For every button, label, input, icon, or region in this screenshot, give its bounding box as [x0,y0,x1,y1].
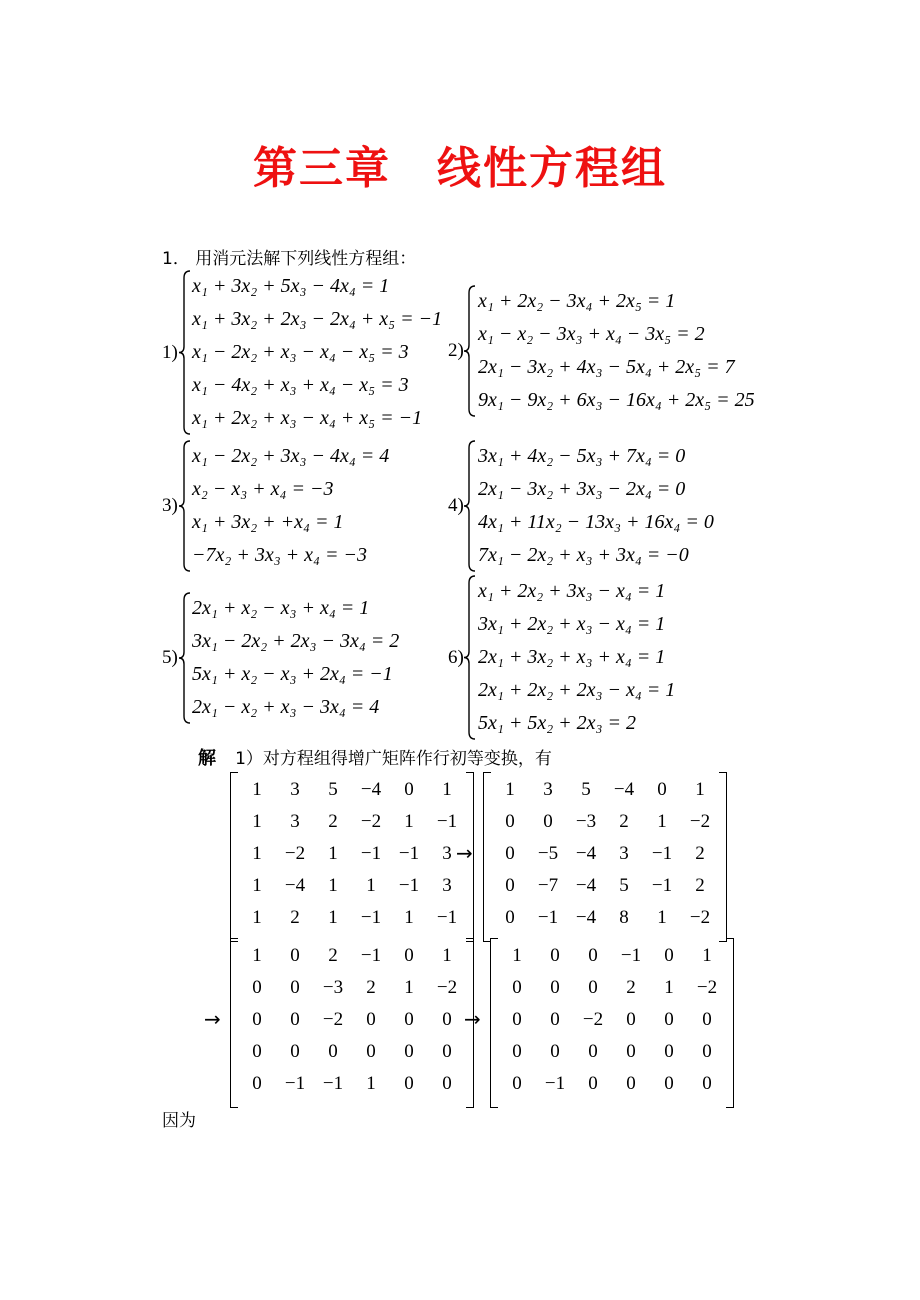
matrix-cell: 0 [404,779,414,800]
matrix-cell: 1 [657,907,667,928]
chapter-title: 第三章 线性方程组 [253,143,667,194]
system-brace [463,285,477,417]
matrix-cell: 0 [588,1073,598,1094]
equation: 3x₁ + 2x₂ + x₃ − x₄ = 1 [478,613,666,635]
matrix-cell: 1 [442,945,452,966]
augmented-matrix [483,772,727,942]
equation: 2x₁ + x₂ − x₃ + x₄ = 1 [192,597,370,619]
matrix-cell: 2 [290,907,300,928]
matrix-cell: 0 [543,811,553,832]
matrix-cell: 3 [543,779,553,800]
matrix-cell: −4 [575,875,597,896]
matrix-cell: 2 [695,843,705,864]
matrix-cell: −4 [360,779,382,800]
matrix-cell: −2 [436,977,458,998]
matrix-cell: −1 [360,843,382,864]
equation: 9x₁ − 9x₂ + 6x₃ − 16x₄ + 2x₅ = 25 [478,389,755,411]
matrix-cell: −1 [284,1073,306,1094]
matrix-cell: 0 [588,977,598,998]
matrix-cell: 2 [626,977,636,998]
matrix-cell: 1 [252,945,262,966]
matrix-cell: 0 [252,1041,262,1062]
matrix-cell: −1 [544,1073,566,1094]
augmented-matrix [230,938,474,1108]
matrix-cell: −2 [696,977,718,998]
matrix-cell: 1 [404,811,414,832]
equation: x₁ − 4x₂ + x₃ + x₄ − x₅ = 3 [192,374,409,396]
matrix-cell: −1 [436,811,458,832]
solution-line [198,744,552,770]
matrix-cell: 2 [328,811,338,832]
matrix-cell: 5 [581,779,591,800]
matrix-cell: 0 [664,1073,674,1094]
matrix-cell: 0 [442,1009,452,1030]
matrix-cell: 1 [328,875,338,896]
matrix-cell: 0 [442,1041,452,1062]
equation: x₁ + 2x₂ + x₃ − x₄ + x₅ = −1 [192,407,423,429]
matrix-cell: 0 [252,1073,262,1094]
matrix-cell: 1 [404,977,414,998]
matrix-cell: −3 [322,977,344,998]
equation: 2x₁ − 3x₂ + 3x₃ − 2x₄ = 0 [478,478,686,500]
equation: 2x₁ + 3x₂ + x₃ + x₄ = 1 [478,646,666,668]
matrix-cell: −7 [537,875,559,896]
equation: x₁ − 2x₂ + x₃ − x₄ − x₅ = 3 [192,341,409,363]
matrix-cell: −4 [575,907,597,928]
matrix-cell: 0 [664,1041,674,1062]
matrix-cell: 0 [588,1041,598,1062]
matrix-cell: −1 [651,875,673,896]
matrix-cell: 1 [702,945,712,966]
matrix-cell: 1 [252,843,262,864]
matrix-cell: 5 [619,875,629,896]
matrix-cell: 0 [505,907,515,928]
system-label: 1) [162,341,178,363]
matrix-cell: 1 [252,811,262,832]
matrix-right-bracket [726,938,734,1108]
matrix-cell: 0 [252,1009,262,1030]
matrix-cell: −1 [398,875,420,896]
matrix-cell: 1 [328,907,338,928]
augmented-matrix [230,772,474,942]
matrix-cell: 1 [404,907,414,928]
equation: −7x₂ + 3x₃ + x₄ = −3 [192,544,367,566]
matrix-cell: 0 [657,779,667,800]
matrix-cell: 0 [664,945,674,966]
equation: 4x₁ + 11x₂ − 13x₃ + 16x₄ = 0 [478,511,714,533]
matrix-cell: 0 [290,1009,300,1030]
matrix-cell: 0 [626,1073,636,1094]
equation: 3x₁ + 4x₂ − 5x₃ + 7x₄ = 0 [478,445,686,467]
closing-text: 因为 [162,1111,196,1131]
matrix-cell: −1 [360,945,382,966]
matrix-cell: 0 [512,1009,522,1030]
matrix-cell: 1 [366,1073,376,1094]
matrix-cell: 2 [695,875,705,896]
matrix-cell: 0 [702,1041,712,1062]
matrix-cell: 0 [550,945,560,966]
solution-text: 1）对方程组得增广矩阵作行初等变换，有 [235,749,552,769]
matrix-right-bracket [719,772,727,942]
solution-label: 解 [198,748,216,769]
matrix-cell: −1 [398,843,420,864]
matrix-cell: 0 [404,1009,414,1030]
matrix-cell: 0 [550,1041,560,1062]
matrix-cell: 0 [702,1009,712,1030]
matrix-cell: −4 [613,779,635,800]
matrix-cell: −1 [322,1073,344,1094]
equation: x₁ + 2x₂ − 3x₄ + 2x₅ = 1 [478,290,676,312]
matrix-cell: 0 [664,1009,674,1030]
matrix-cell: 1 [252,907,262,928]
matrix-cell: −5 [537,843,559,864]
system-label: 4) [448,495,464,516]
equation: 2x₁ − x₂ + x₃ − 3x₄ = 4 [192,696,380,718]
matrix-cell: 3 [290,779,300,800]
matrix-cell: 1 [328,843,338,864]
matrix-cell: −2 [689,907,711,928]
system-brace [178,592,192,724]
equation: x₁ + 2x₂ + 3x₃ − x₄ = 1 [478,580,666,602]
system-label: 3) [162,495,178,516]
equation: 5x₁ + x₂ − x₃ + 2x₄ = −1 [192,663,393,685]
matrix-cell: 0 [626,1009,636,1030]
matrix-cell: 1 [252,875,262,896]
matrix-cell: 3 [442,843,452,864]
equation: x₁ + 3x₂ + 2x₃ − 2x₄ + x₅ = −1 [192,308,443,330]
matrix-cell: 0 [366,1041,376,1062]
matrix-cell: −2 [360,811,382,832]
matrix-cell: −1 [537,907,559,928]
equation: 7x₁ − 2x₂ + x₃ + 3x₄ = −0 [478,544,689,566]
matrix-cell: −1 [360,907,382,928]
equation: 2x₁ − 3x₂ + 4x₃ − 5x₄ + 2x₅ = 7 [478,356,735,378]
matrix-cell: 3 [442,875,452,896]
system-label: 2) [448,340,464,361]
matrix-cell: 1 [657,811,667,832]
matrix-cell: 0 [252,977,262,998]
equation: x₁ + 3x₂ + +x₄ = 1 [192,511,344,533]
matrix-cell: 1 [442,779,452,800]
matrix-cell: −4 [575,843,597,864]
matrix-cell: 1 [505,779,515,800]
equation: 2x₁ + 2x₂ + 2x₃ − x₄ = 1 [478,679,676,701]
equation: x₁ + 3x₂ + 5x₃ − 4x₄ = 1 [192,275,390,297]
matrix-cell: 0 [328,1041,338,1062]
system-brace [178,270,192,435]
matrix-cell: 0 [290,1041,300,1062]
matrix-cell: 5 [328,779,338,800]
matrix-cell: 1 [366,875,376,896]
matrix-cell: 0 [404,1073,414,1094]
system-brace [463,575,477,740]
problem-intro: 1． 用消元法解下列线性方程组： [162,249,417,269]
matrix-cell: −2 [689,811,711,832]
matrix-cell: 3 [290,811,300,832]
matrix-cell: 0 [512,1041,522,1062]
matrix-cell: 0 [550,977,560,998]
matrix-cell: 0 [290,945,300,966]
system-label: 5) [162,647,178,668]
matrix-cell: 0 [442,1073,452,1094]
matrix-cell: 0 [366,1009,376,1030]
matrix-cell: 2 [328,945,338,966]
matrix-cell: 0 [404,945,414,966]
system-label: 6) [448,646,464,668]
matrix-cell: 1 [252,779,262,800]
matrix-cell: 2 [619,811,629,832]
matrix-cell: 0 [702,1073,712,1094]
equation: x₂ − x₃ + x₄ = −3 [192,478,334,500]
matrix-cell: 1 [664,977,674,998]
matrix-cell: 0 [505,875,515,896]
equation: 5x₁ + 5x₂ + 2x₃ = 2 [478,712,636,734]
augmented-matrix [490,938,734,1108]
matrix-cell: −2 [582,1009,604,1030]
matrix-cell: 1 [512,945,522,966]
equation: x₁ − x₂ − 3x₃ + x₄ − 3x₅ = 2 [478,323,705,345]
matrix-cell: −2 [322,1009,344,1030]
matrix-cell: 0 [626,1041,636,1062]
matrix-cell: −1 [620,945,642,966]
matrix-cell: 0 [290,977,300,998]
matrix-cell: 0 [512,1073,522,1094]
matrix-cell: 0 [505,843,515,864]
matrix-cell: 3 [619,843,629,864]
matrix-cell: −1 [651,843,673,864]
matrix-cell: 1 [695,779,705,800]
matrix-cell: 0 [512,977,522,998]
matrix-cell: −4 [284,875,306,896]
matrix-cell: 0 [505,811,515,832]
matrix-cell: 0 [550,1009,560,1030]
system-brace [463,440,477,572]
matrix-cell: −1 [436,907,458,928]
matrix-cell: −3 [575,811,597,832]
transform-arrow: → [456,841,473,865]
matrix-cell: 8 [619,907,629,928]
transform-arrow: → [464,1007,481,1031]
matrix-cell: 0 [588,945,598,966]
matrix-cell: 2 [366,977,376,998]
equation: 3x₁ − 2x₂ + 2x₃ − 3x₄ = 2 [192,630,400,652]
matrix-cell: 0 [404,1041,414,1062]
equation: x₁ − 2x₂ + 3x₃ − 4x₄ = 4 [192,445,390,467]
transform-arrow: → [204,1007,221,1031]
system-brace [178,440,192,572]
matrix-cell: −2 [284,843,306,864]
